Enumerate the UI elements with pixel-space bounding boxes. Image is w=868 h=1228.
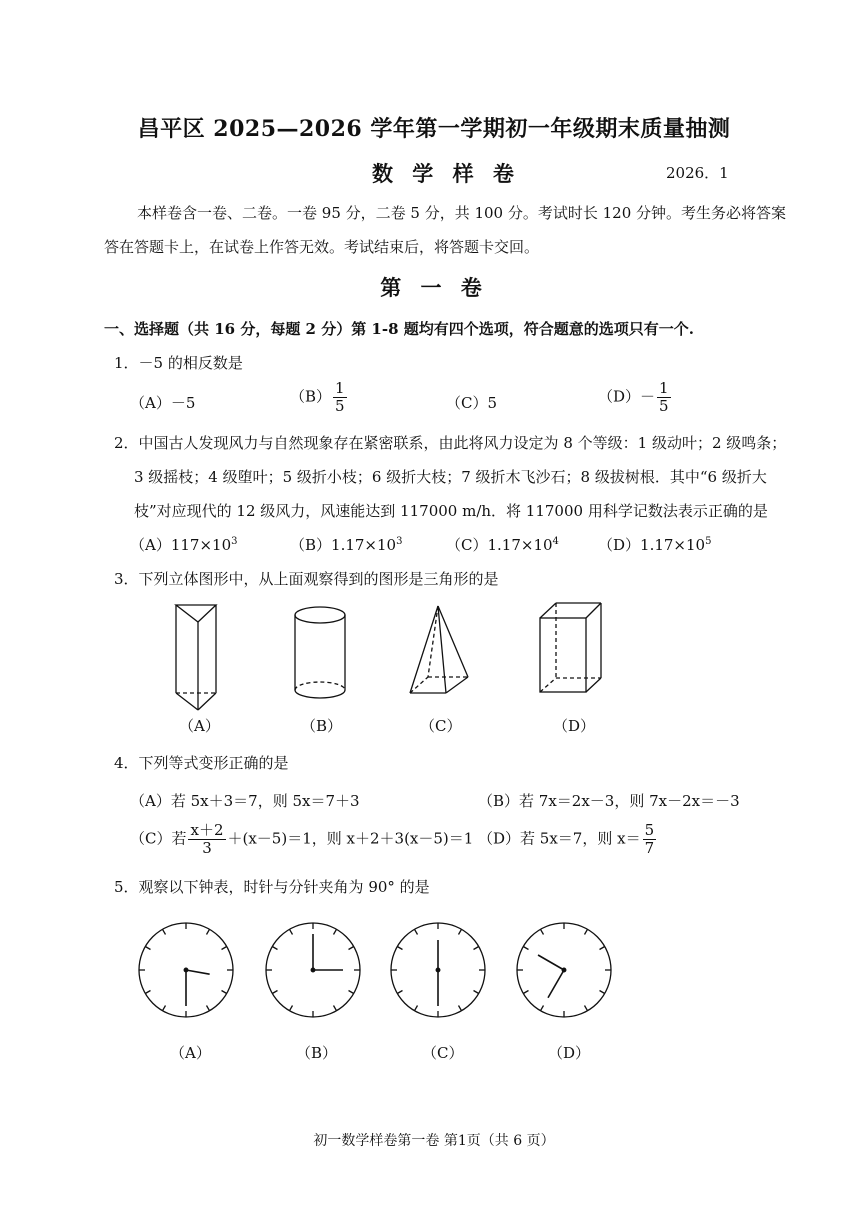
q5-label-c: （C） [422,1044,464,1062]
page-footer: 初一数学样卷第一卷 第1页（共 6 页） [313,1133,555,1149]
q1-option-c: （C）5 [446,394,498,412]
q2-option-c-exponent: 4 [552,536,559,547]
clock-tick [600,947,605,950]
q3-label-c: （C） [420,717,462,735]
fraction-numerator: 1 [335,379,345,397]
clock-tick [349,991,354,994]
fraction-numerator: 1 [659,379,669,397]
q1-option-b-label: （B） [290,387,332,406]
clock-tick [585,1006,588,1011]
exam-subtitle: 数 学 样 卷 [372,161,520,186]
clock-tick [415,929,418,934]
hour-hand [538,955,564,970]
clock-tick [459,929,462,934]
q1-stem: 1．－5 的相反数是 [114,354,243,372]
q2-line-2: 3 级摇枝；4 级堕叶；5 级折小枝；6 级折大枝；7 级折木飞沙石；8 级拔树根．其中“6 级折大 [134,468,767,486]
q5-label-b: （B） [296,1044,338,1062]
fraction-denominator: 3 [202,839,212,857]
clock-tick [272,991,277,994]
clock-tick [334,1006,337,1011]
clock-center-dot [311,968,315,972]
q2-option-c-base: （C）1.17×10 [446,536,553,554]
part1-heading: 一、选择题（共 16 分，每题 2 分）第 1-8 题均有四个选项，符合题意的选项只有一个. [104,320,694,338]
instructions-line-2: 答在答题卡上，在试卷上作答无效。考试结束后，将答题卡交回。 [104,238,540,256]
clock-center-dot [436,968,440,972]
q4-option-a: （A）若 5x＋3＝7，则 5x＝7＋3 [130,792,360,810]
q2-option-b-base: （B）1.17×10 [290,536,397,554]
clock-tick [334,929,337,934]
clock-tick [474,947,479,950]
clock-tick [207,929,210,934]
q3-stem: 3．下列立体图形中，从上面观察得到的图形是三角形的是 [114,570,499,588]
q4-option-b: （B）若 7x＝2x－3，则 7x－2x＝－3 [478,792,740,810]
q4-stem: 4．下列等式变形正确的是 [114,754,289,772]
q2-line-1: 2．中国古人发现风力与自然现象存在紧密联系，由此将风力设定为 8 个等级：1 级动叶；2 级鸣条； [114,434,787,452]
clock-tick [145,991,150,994]
fraction-denominator: 7 [644,839,655,857]
clock-center-dot [184,968,188,972]
clock-tick [600,991,605,994]
q2-option-d-exponent: 5 [705,536,712,547]
q4-option-d-label: （D）若 5x＝7，则 x＝ [478,829,641,848]
clock-face-a [139,923,233,1017]
q4-option-c-rest: ＋(x－5)＝1，则 x＋2＋3(x－5)＝1 [227,829,474,848]
clock-tick [541,1006,544,1011]
exam-date: 2026．1 [666,164,729,182]
clock-tick [523,991,528,994]
clock-center-dot [562,968,566,972]
clock-tick [397,991,402,994]
section-title: 第 一 卷 [380,275,488,300]
q1-option-d-label: （D）－ [598,387,656,406]
clock-tick [145,947,150,950]
clock-tick [290,1006,293,1011]
q2-option-b-exponent: 3 [396,536,403,547]
clock-tick [207,1006,210,1011]
clock-tick [397,947,402,950]
clock-tick [222,991,227,994]
fraction-denominator: 5 [335,397,345,415]
fraction-numerator: 5 [644,821,655,839]
clock-tick [290,929,293,934]
fraction-numerator: x＋2 [190,821,224,839]
q4-option-c-label: （C）若 [130,829,187,848]
q5-label-d: （D） [548,1044,591,1062]
clock-tick [415,1006,418,1011]
q5-stem: 5．观察以下钟表，时针与分针夹角为 90° 的是 [114,878,430,896]
clock-tick [272,947,277,950]
q3-label-a: （A） [179,717,220,735]
clock-tick [585,929,588,934]
clock-tick [523,947,528,950]
clock-tick [459,1006,462,1011]
q2-option-a-exponent: 3 [231,536,238,547]
clock-face-c [391,923,485,1017]
clock-tick [349,947,354,950]
q3-label-d: （D） [553,717,596,735]
q2-line-3: 枝”对应现代的 12 级风力，风速能达到 117000 m/h．将 117000 用科学记数法表示正确的是 [134,502,768,520]
instructions-line-1: 本样卷含一卷、二卷。一卷 95 分，二卷 5 分，共 100 分。考试时长 120 分钟。考生务必将答案 [137,204,787,222]
q5-label-a: （A） [170,1044,211,1062]
q2-option-a-base: （A）117×10 [130,536,232,554]
page-title: 昌平区 2025—2026 学年第一学期初一年级期末质量抽测 [137,116,731,142]
fraction-denominator: 5 [659,397,669,415]
q3-label-b: （B） [301,717,343,735]
clock-face-d [517,923,611,1017]
clock-tick [222,947,227,950]
clock-face-b [266,923,360,1017]
hour-hand [186,970,210,974]
clock-tick [163,1006,166,1011]
minute-hand [548,970,564,998]
clock-tick [474,991,479,994]
clock-tick [163,929,166,934]
clock-tick [541,929,544,934]
q2-option-d-base: （D）1.17×10 [598,536,706,554]
q1-option-a: （A）－5 [130,394,196,412]
